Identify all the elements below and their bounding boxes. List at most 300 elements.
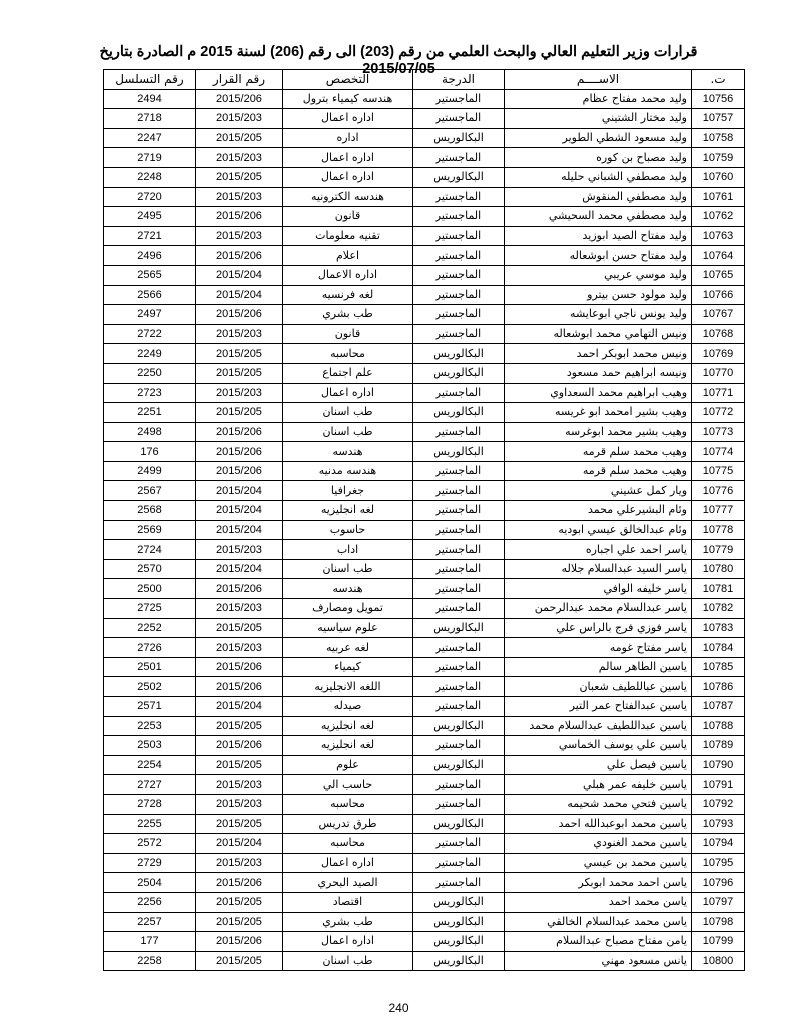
cell-specialty: حاسوب [283,520,413,540]
cell-degree: الماجستير [413,481,505,501]
cell-name: ياسين محمد بن عيسي [505,853,692,873]
table-header-row [104,70,745,90]
table-row [104,167,745,187]
cell-name: ياسر احمد علي اجباره [505,540,692,560]
cell-serial: 2728 [104,794,196,814]
cell-decision: 2015/203 [196,638,283,658]
cell-t: 10765 [692,265,745,285]
cell-degree: البكالوريس [413,167,505,187]
cell-specialty: طب اسنان [283,951,413,971]
cell-t: 10771 [692,383,745,403]
cell-specialty: اداره اعمال [283,932,413,952]
cell-specialty: علوم [283,755,413,775]
cell-serial: 2727 [104,775,196,795]
cell-t: 10791 [692,775,745,795]
cell-t: 10778 [692,520,745,540]
cell-t: 10758 [692,128,745,148]
cell-name: ياسن احمد محمد ابوبكر [505,873,692,893]
cell-degree: الماجستير [413,246,505,266]
cell-specialty: تمويل ومصارف [283,599,413,619]
cell-specialty: طب اسنان [283,403,413,423]
cell-specialty: لغه انجليزيه [283,736,413,756]
page-number: 240 [388,1001,409,1015]
cell-specialty: طب اسنان [283,559,413,579]
cell-name: وهيب بشير امحمد ابو غريسه [505,403,692,423]
cell-specialty: اداره اعمال [283,109,413,129]
cell-decision: 2015/206 [196,246,283,266]
cell-name: ياسين فيصل علي [505,755,692,775]
cell-decision: 2015/205 [196,167,283,187]
cell-degree: الماجستير [413,559,505,579]
cell-serial: 2720 [104,187,196,207]
cell-serial: 2500 [104,579,196,599]
cell-decision: 2015/203 [196,540,283,560]
cell-degree: الماجستير [413,540,505,560]
cell-t: 10756 [692,89,745,109]
cell-specialty: اقتصاد [283,892,413,912]
cell-name: ياسر فوزي فرج بالراس علي [505,618,692,638]
table-row [104,305,745,325]
cell-t: 10783 [692,618,745,638]
table-row [104,226,745,246]
table-row [104,892,745,912]
cell-degree: البكالوريس [413,403,505,423]
header-specialty: التخصص [283,70,413,90]
cell-serial: 2565 [104,265,196,285]
cell-decision: 2015/203 [196,383,283,403]
cell-t: 10761 [692,187,745,207]
table-row [104,148,745,168]
cell-serial: 2496 [104,246,196,266]
cell-t: 10769 [692,344,745,364]
table-row [104,442,745,462]
cell-t: 10786 [692,677,745,697]
cell-name: ياسين علي يوسف الخماسي [505,736,692,756]
cell-decision: 2015/203 [196,226,283,246]
cell-decision: 2015/205 [196,618,283,638]
cell-decision: 2015/206 [196,657,283,677]
cell-name: وليد يونس ناجي ابوعايشه [505,305,692,325]
table-row [104,697,745,717]
table-row [104,814,745,834]
table-row [104,716,745,736]
cell-degree: البكالوريس [413,442,505,462]
cell-specialty: اداره الاعمال [283,265,413,285]
cell-degree: البكالوريس [413,618,505,638]
cell-specialty: تقنيه معلومات [283,226,413,246]
cell-decision: 2015/204 [196,481,283,501]
cell-decision: 2015/204 [196,285,283,305]
cell-decision: 2015/206 [196,579,283,599]
cell-degree: الماجستير [413,834,505,854]
table-row [104,520,745,540]
table-row [104,501,745,521]
table-row [104,755,745,775]
table-row [104,599,745,619]
cell-degree: الماجستير [413,148,505,168]
cell-serial: 2252 [104,618,196,638]
cell-decision: 2015/203 [196,853,283,873]
cell-decision: 2015/203 [196,794,283,814]
table-row [104,383,745,403]
cell-serial: 2729 [104,853,196,873]
results-table [103,69,745,971]
cell-decision: 2015/206 [196,89,283,109]
cell-degree: الماجستير [413,383,505,403]
cell-degree: البكالوريس [413,932,505,952]
table-row [104,246,745,266]
cell-name: وليد مفتاح الصيد ابوزيد [505,226,692,246]
cell-serial: 2495 [104,207,196,227]
cell-name: ونيس محمد ابوبكر احمد [505,344,692,364]
cell-degree: الماجستير [413,697,505,717]
table-row [104,461,745,481]
cell-serial: 2250 [104,363,196,383]
cell-degree: الماجستير [413,501,505,521]
cell-t: 10776 [692,481,745,501]
cell-t: 10760 [692,167,745,187]
table-row [104,324,745,344]
cell-decision: 2015/206 [196,873,283,893]
cell-specialty: هندسه الكترونيه [283,187,413,207]
cell-name: وهيب محمد سلم قرمه [505,461,692,481]
cell-t: 10792 [692,794,745,814]
cell-t: 10757 [692,109,745,129]
cell-decision: 2015/203 [196,324,283,344]
cell-decision: 2015/203 [196,109,283,129]
cell-name: وليد موسي عريبي [505,265,692,285]
cell-specialty: لغه انجليزيه [283,501,413,521]
cell-specialty: محاسبه [283,794,413,814]
cell-name: ونيسه ابراهيم حمد مسعود [505,363,692,383]
table-row [104,109,745,129]
cell-specialty: هندسه كيمياء بترول [283,89,413,109]
header-t: ت. [692,70,745,90]
cell-t: 10788 [692,716,745,736]
table-row [104,853,745,873]
table-row [104,657,745,677]
cell-name: وليد مسعود الشطي الطوير [505,128,692,148]
cell-t: 10767 [692,305,745,325]
cell-specialty: اداره اعمال [283,148,413,168]
cell-t: 10800 [692,951,745,971]
cell-specialty: لغه عربيه [283,638,413,658]
table-row [104,540,745,560]
cell-name: ياسين عبداللطيف عبدالسلام محمد [505,716,692,736]
cell-serial: 176 [104,442,196,462]
cell-serial: 2247 [104,128,196,148]
cell-degree: الماجستير [413,265,505,285]
cell-degree: البكالوريس [413,363,505,383]
cell-t: 10759 [692,148,745,168]
cell-name: ياسين خليفه عمر هبلي [505,775,692,795]
table-row [104,187,745,207]
cell-serial: 2494 [104,89,196,109]
cell-t: 10779 [692,540,745,560]
cell-t: 10770 [692,363,745,383]
cell-decision: 2015/205 [196,912,283,932]
table-row [104,794,745,814]
cell-decision: 2015/205 [196,363,283,383]
cell-specialty: علم اجتماع [283,363,413,383]
cell-degree: البكالوريس [413,716,505,736]
cell-specialty: قانون [283,207,413,227]
cell-t: 10780 [692,559,745,579]
cell-serial: 2249 [104,344,196,364]
cell-degree: البكالوريس [413,755,505,775]
cell-decision: 2015/205 [196,716,283,736]
cell-serial: 2567 [104,481,196,501]
cell-degree: الماجستير [413,187,505,207]
cell-t: 10789 [692,736,745,756]
cell-specialty: محاسبه [283,344,413,364]
cell-name: ياسين محمد الغنودي [505,834,692,854]
cell-specialty: قانون [283,324,413,344]
cell-serial: 2569 [104,520,196,540]
cell-serial: 2572 [104,834,196,854]
cell-decision: 2015/205 [196,344,283,364]
table-row [104,736,745,756]
cell-t: 10787 [692,697,745,717]
cell-degree: الماجستير [413,305,505,325]
cell-specialty: طب بشري [283,912,413,932]
cell-decision: 2015/206 [196,305,283,325]
cell-decision: 2015/203 [196,599,283,619]
table-row [104,285,745,305]
cell-name: وليد مصباح بن كوره [505,148,692,168]
cell-t: 10772 [692,403,745,423]
cell-degree: الماجستير [413,677,505,697]
cell-name: ويار كمل عشيني [505,481,692,501]
cell-name: ياسر خليفه الوافي [505,579,692,599]
cell-decision: 2015/206 [196,442,283,462]
table-row [104,481,745,501]
cell-specialty: صيدله [283,697,413,717]
cell-specialty: محاسبه [283,834,413,854]
table-row [104,128,745,148]
cell-serial: 2722 [104,324,196,344]
cell-name: ياسر مفتاح غومه [505,638,692,658]
cell-degree: البكالوريس [413,344,505,364]
cell-degree: البكالوريس [413,892,505,912]
cell-t: 10793 [692,814,745,834]
cell-decision: 2015/205 [196,403,283,423]
cell-t: 10762 [692,207,745,227]
cell-degree: الماجستير [413,736,505,756]
document-title-line2: 2015/07/05 [362,61,435,77]
cell-t: 10773 [692,422,745,442]
cell-serial: 2499 [104,461,196,481]
cell-serial: 2253 [104,716,196,736]
table-row [104,912,745,932]
cell-name: يانس مسعود مهني [505,951,692,971]
cell-serial: 2721 [104,226,196,246]
cell-degree: البكالوريس [413,951,505,971]
cell-t: 10781 [692,579,745,599]
cell-name: ياسن محمد عبدالسلام الخالقي [505,912,692,932]
cell-specialty: اداره اعمال [283,167,413,187]
cell-degree: الماجستير [413,324,505,344]
cell-t: 10775 [692,461,745,481]
table-row [104,363,745,383]
table-row [104,89,745,109]
cell-t: 10774 [692,442,745,462]
cell-specialty: طب بشري [283,305,413,325]
cell-t: 10766 [692,285,745,305]
cell-name: وهيب محمد سلم قرمه [505,442,692,462]
cell-t: 10790 [692,755,745,775]
cell-specialty: حاسب الي [283,775,413,795]
cell-name: ياسين عباللطيف شعبان [505,677,692,697]
cell-degree: الماجستير [413,226,505,246]
table-row [104,265,745,285]
cell-specialty: كيمياء [283,657,413,677]
cell-serial: 2725 [104,599,196,619]
table-row [104,775,745,795]
cell-degree: الماجستير [413,285,505,305]
cell-t: 10777 [692,501,745,521]
table-row [104,834,745,854]
cell-serial: 2498 [104,422,196,442]
cell-specialty: اداره اعمال [283,853,413,873]
cell-t: 10794 [692,834,745,854]
cell-name: ياسين الطاهر سالم [505,657,692,677]
cell-degree: الماجستير [413,520,505,540]
cell-serial: 177 [104,932,196,952]
header-degree: الدرجة [413,70,505,90]
cell-specialty: هندسه مدنيه [283,461,413,481]
cell-decision: 2015/205 [196,892,283,912]
cell-decision: 2015/204 [196,697,283,717]
cell-specialty: اعلام [283,246,413,266]
document-title-line1: قرارات وزير التعليم العالي والبحث العلمي من رقم (203) الى رقم (206) لسنة 2015 م الصادرة بتاريخ [99,44,698,60]
cell-serial: 2566 [104,285,196,305]
cell-decision: 2015/204 [196,520,283,540]
cell-name: وليد مصطفي محمد السحيشي [505,207,692,227]
cell-specialty: هندسه [283,442,413,462]
cell-t: 10798 [692,912,745,932]
cell-specialty: لغه فرنسيه [283,285,413,305]
cell-decision: 2015/206 [196,461,283,481]
cell-degree: الماجستير [413,461,505,481]
cell-decision: 2015/206 [196,207,283,227]
cell-decision: 2015/203 [196,187,283,207]
cell-decision: 2015/205 [196,951,283,971]
cell-degree: البكالوريس [413,912,505,932]
cell-name: ونيس التهامي محمد ابوشعاله [505,324,692,344]
cell-decision: 2015/206 [196,932,283,952]
cell-degree: الماجستير [413,657,505,677]
cell-specialty: اداره [283,128,413,148]
cell-decision: 2015/204 [196,834,283,854]
table-row [104,932,745,952]
cell-degree: الماجستير [413,599,505,619]
table-row [104,951,745,971]
cell-specialty: علوم سياسيه [283,618,413,638]
cell-t: 10797 [692,892,745,912]
cell-name: وهيب ابراهيم محمد السعداوي [505,383,692,403]
cell-degree: البكالوريس [413,128,505,148]
cell-serial: 2254 [104,755,196,775]
header-serial: رقم التسلسل [104,70,196,90]
table-row [104,207,745,227]
cell-decision: 2015/205 [196,814,283,834]
cell-name: ياسر عبدالسلام محمد عبدالرحمن [505,599,692,619]
cell-serial: 2257 [104,912,196,932]
cell-serial: 2256 [104,892,196,912]
header-decision: رقم القرار [196,70,283,90]
cell-decision: 2015/206 [196,677,283,697]
header-name: الاســــم [505,70,692,90]
cell-serial: 2719 [104,148,196,168]
cell-serial: 2723 [104,383,196,403]
cell-degree: الماجستير [413,638,505,658]
cell-degree: الماجستير [413,109,505,129]
cell-name: وئام البشيرعلي محمد [505,501,692,521]
cell-serial: 2504 [104,873,196,893]
cell-name: ياسين فتحي محمد شحيمه [505,794,692,814]
cell-t: 10782 [692,599,745,619]
cell-degree: البكالوريس [413,814,505,834]
cell-name: وليد مختار الشتيني [505,109,692,129]
cell-t: 10785 [692,657,745,677]
cell-serial: 2724 [104,540,196,560]
cell-decision: 2015/204 [196,559,283,579]
cell-specialty: اداب [283,540,413,560]
cell-decision: 2015/203 [196,775,283,795]
cell-t: 10796 [692,873,745,893]
cell-serial: 2718 [104,109,196,129]
cell-serial: 2255 [104,814,196,834]
cell-degree: الماجستير [413,853,505,873]
cell-specialty: جغرافيا [283,481,413,501]
cell-t: 10799 [692,932,745,952]
table-row [104,344,745,364]
table-row [104,638,745,658]
cell-serial: 2568 [104,501,196,521]
cell-specialty: لغه انجليزيه [283,716,413,736]
cell-name: وليد مفتاح حسن ابوشعاله [505,246,692,266]
table-row [104,579,745,599]
cell-name: ياسين عبدالفتاح عمر التير [505,697,692,717]
cell-specialty: طب اسنان [283,422,413,442]
cell-decision: 2015/204 [196,265,283,285]
cell-t: 10764 [692,246,745,266]
cell-name: وليد مولود حسن بيترو [505,285,692,305]
cell-degree: الماجستير [413,794,505,814]
cell-serial: 2503 [104,736,196,756]
cell-t: 10784 [692,638,745,658]
cell-specialty: هندسه [283,579,413,599]
cell-decision: 2015/204 [196,501,283,521]
cell-serial: 2502 [104,677,196,697]
cell-decision: 2015/206 [196,422,283,442]
cell-decision: 2015/206 [196,736,283,756]
cell-name: وليد محمد مفتاح عظام [505,89,692,109]
table-row [104,677,745,697]
table-row [104,403,745,423]
cell-t: 10763 [692,226,745,246]
cell-name: يامن مفتاح مصباح عبدالسلام [505,932,692,952]
cell-name: ياسين محمد ابوعبدالله احمد [505,814,692,834]
cell-degree: الماجستير [413,207,505,227]
cell-name: وهيب بشير محمد ابوغرسه [505,422,692,442]
cell-name: وليد مصطفي الشباني حليله [505,167,692,187]
cell-specialty: طرق تدريس [283,814,413,834]
cell-t: 10768 [692,324,745,344]
cell-serial: 2258 [104,951,196,971]
cell-specialty: اللغه الانجليزيه [283,677,413,697]
